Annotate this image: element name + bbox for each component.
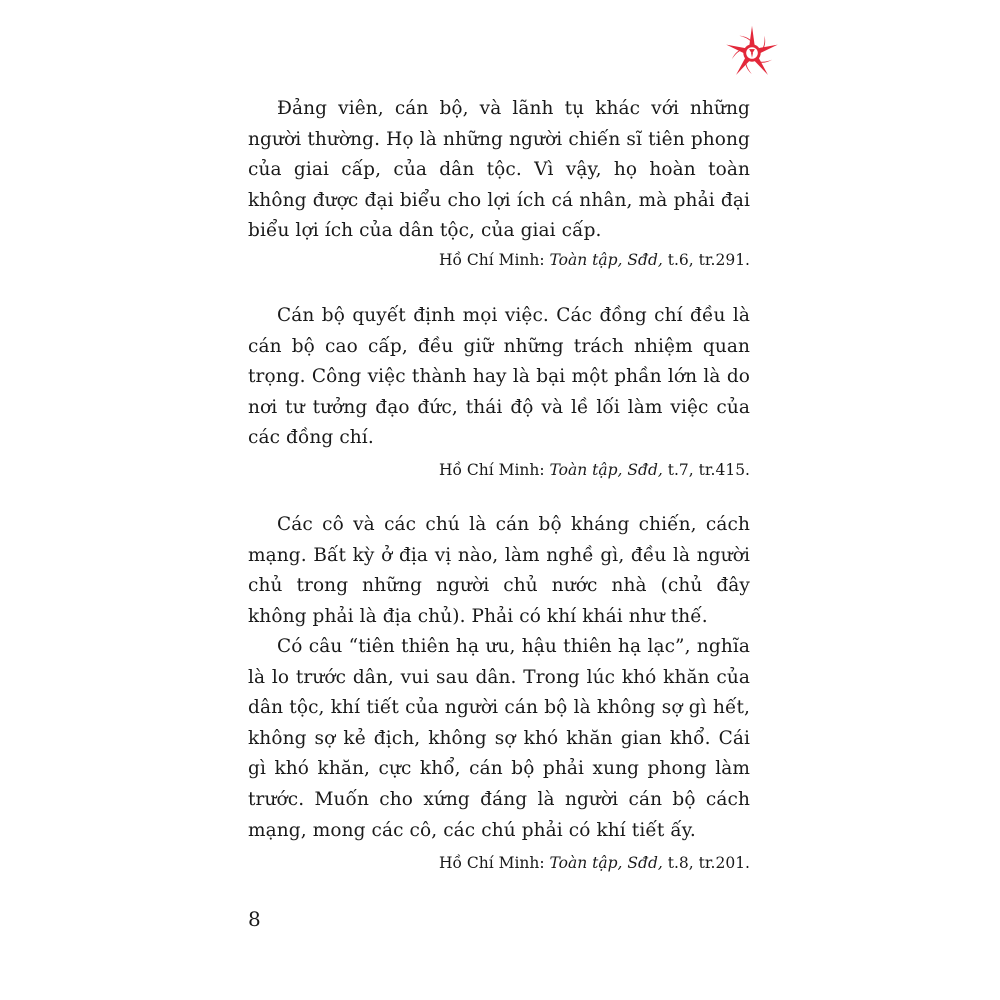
- citation: [439, 460, 750, 480]
- citation-title: Toàn tập, Sđd,: [549, 251, 663, 269]
- citation: [439, 853, 750, 873]
- citation: [439, 250, 750, 270]
- quote-paragraph: Đảng viên, cán bộ, và lãnh tụ khác với những người thường. Họ là những người chiến sĩ tiên phong của giai cấp, của dân tộc. Vì vậy, họ hoàn toàn không được đại biểu cho lợi ích cá nhân, mà phải đại biểu lợi ích của dân tộc, của giai cấp.: [248, 98, 750, 242]
- citation-title: Toàn tập, Sđd,: [549, 461, 663, 479]
- quote-paragraph: Có câu “tiên thiên hạ ưu, hậu thiên hạ lạc”, nghĩa là lo trước dân, vui sau dân. Trong lúc khó khăn của dân tộc, khí tiết của người cán bộ là không sợ gì hết, không sợ kẻ địch, không sợ khó khăn gian khổ. Cái gì khó khăn, cực khổ, cán bộ phải xung phong làm trước. Muốn cho xứng đáng là người cán bộ cách mạng, mong các cô, các chú phải có khí tiết ấy.: [248, 636, 750, 841]
- citation-reference: t.7, tr.415.: [662, 461, 750, 479]
- citation-title: Toàn tập, Sđd,: [549, 854, 663, 872]
- citation-author: Hồ Chí Minh:: [438, 854, 550, 872]
- page-number: 8: [248, 907, 261, 931]
- citation-reference: t.6, tr.291.: [662, 251, 750, 269]
- citation-author: Hồ Chí Minh:: [438, 461, 550, 479]
- citation-author: Hồ Chí Minh:: [438, 251, 550, 269]
- quote-paragraph: Các cô và các chú là cán bộ kháng chiến, cách mạng. Bất kỳ ở địa vị nào, làm nghề gì, đều là người chủ trong những người chủ nước nhà (chủ đây không phải là địa chủ). Phải có khí khái như thế.: [248, 514, 750, 627]
- quote-paragraph: Cán bộ quyết định mọi việc. Các đồng chí đều là cán bộ cao cấp, đều giữ những trách nhiệm quan trọng. Công việc thành hay là bại một phần lớn là do nơi tư tưởng đạo đức, thái độ và lề lối làm việc của các đồng chí.: [248, 305, 750, 449]
- citation-reference: t.8, tr.201.: [662, 854, 750, 872]
- red-star-emblem-icon: [723, 24, 781, 82]
- publisher-logo: [723, 24, 781, 82]
